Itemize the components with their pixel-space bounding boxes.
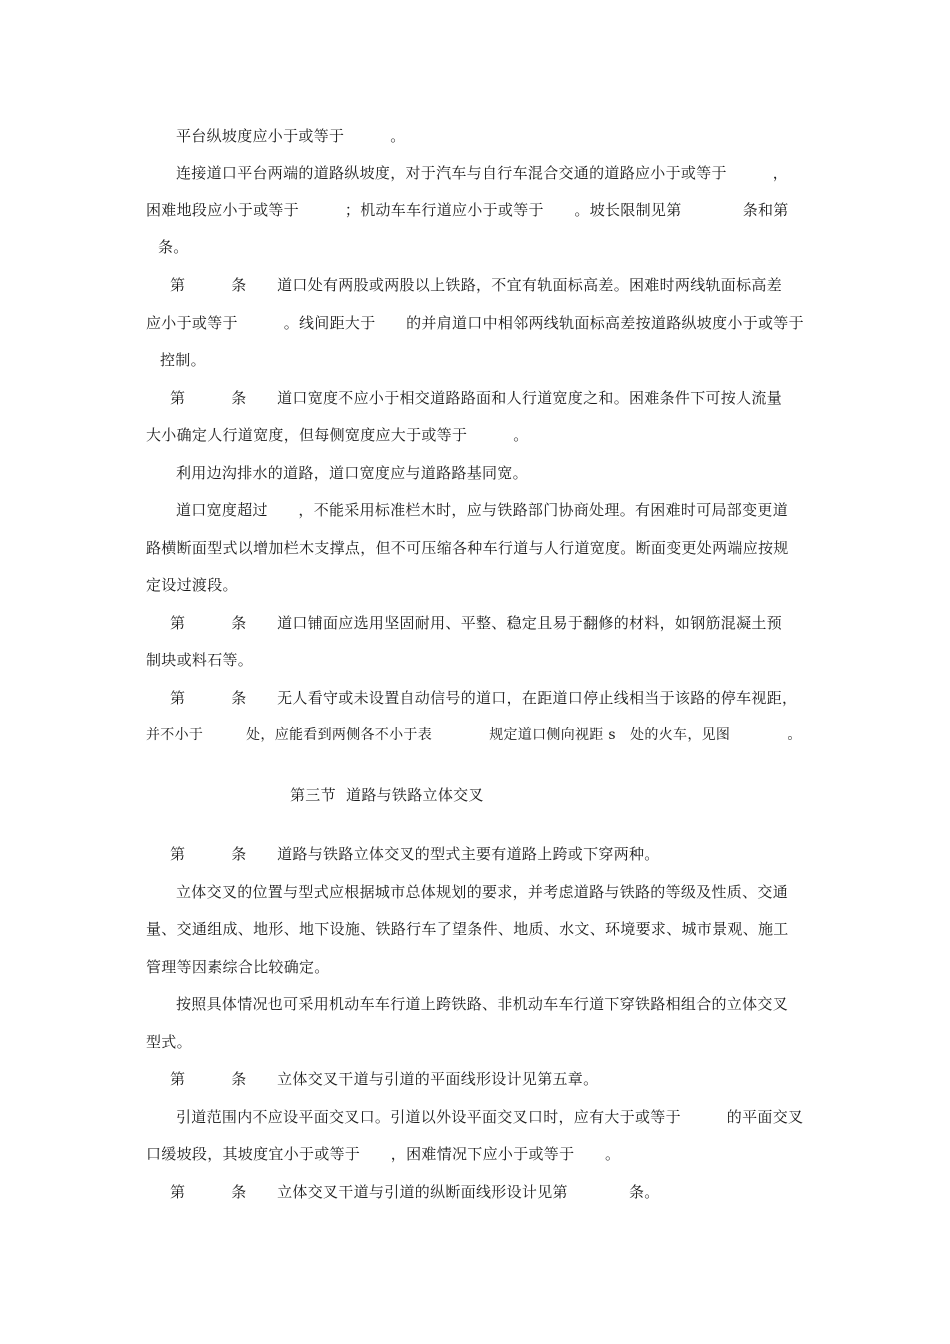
text-line: 大小确定人行道宽度，但每侧宽度应大于或等于 。 (146, 426, 529, 444)
text-line: 第 条 立体交叉干道与引道的纵断面线形设计见第 条。 (170, 1183, 660, 1201)
text-line: 引道范围内不应设平面交叉口。引道以外设平面交叉口时，应有大于或等于 的平面交叉 (176, 1108, 804, 1126)
text-line: 按照具体情况也可采用机动车车行道上跨铁路、非机动车车行道下穿铁路相组合的立体交叉 (176, 995, 789, 1013)
text-line: 口缓坡段，其坡度宜小于或等于 ，困难情况下应小于或等于 。 (146, 1145, 621, 1163)
text-line: 量、交通组成、地形、地下设施、铁路行车了望条件、地质、水文、环境要求、城市景观、施工 (146, 920, 789, 938)
text-line: 条。 (158, 238, 189, 256)
text-line: 定设过渡段。 (146, 576, 238, 594)
text-line: 型式。 (146, 1033, 192, 1051)
text-line: 路横断面型式以增加栏木支撑点，但不可压缩各种车行道与人行道宽度。断面变更处两端应按规 (146, 539, 789, 557)
text-line: 道口宽度超过 ，不能采用标准栏木时，应与铁路部门协商处理。有困难时可局部变更道 (176, 501, 789, 519)
text-line: 第 条 道路与铁路立体交叉的型式主要有道路上跨或下穿两种。 (170, 845, 660, 863)
section-heading: 第三节 道路与铁路立体交叉 (290, 786, 484, 804)
text-line: 并不小于 处，应能看到两侧各不小于表 规定道口侧向视距 s 处的火车，见图 。 (146, 727, 802, 743)
text-line: 应小于或等于 。线间距大于 的并肩道口中相邻两线轨面标高差按道路纵坡度小于或等于 (146, 314, 804, 332)
text-line: 控制。 (160, 351, 206, 369)
text-line: 困难地段应小于或等于 ；机动车车行道应小于或等于 。坡长限制见第 条和第 (146, 201, 789, 219)
text-line: 管理等因素综合比较确定。 (146, 958, 330, 976)
text-line: 制块或料石等。 (146, 651, 254, 669)
text-line: 利用边沟排水的道路，道口宽度应与道路路基同宽。 (176, 464, 528, 482)
text-line: 第 条 立体交叉干道与引道的平面线形设计见第五章。 (170, 1070, 599, 1088)
text-line: 第 条 道口宽度不应小于相交道路路面和人行道宽度之和。困难条件下可按人流量 (170, 389, 783, 407)
text-line: 连接道口平台两端的道路纵坡度，对于汽车与自行车混合交通的道路应小于或等于 ， (176, 164, 789, 182)
text-line: 第 条 道口处有两股或两股以上铁路，不宜有轨面标高差。困难时两线轨面标高差 (170, 276, 783, 294)
text-line: 立体交叉的位置与型式应根据城市总体规划的要求，并考虑道路与铁路的等级及性质、交通 (176, 883, 789, 901)
text-line: 第 条 道口铺面应选用坚固耐用、平整、稳定且易于翻修的材料，如钢筋混凝土预 (170, 614, 783, 632)
text-line: 平台纵坡度应小于或等于 。 (176, 127, 406, 145)
text-line: 第 条 无人看守或未设置自动信号的道口，在距道口停止线相当于该路的停车视距， (170, 689, 798, 707)
